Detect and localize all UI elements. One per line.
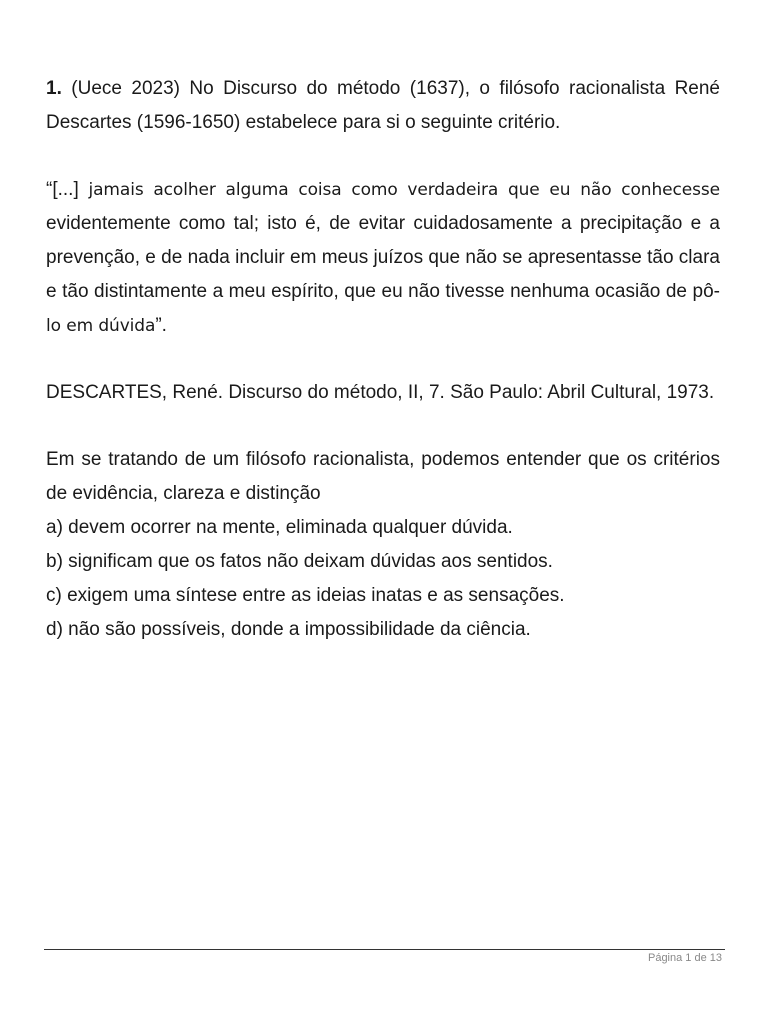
quote-bracket-close: ] [73,179,79,200]
option-d: d) não são possíveis, donde a impossibilidade da ciência. [46,619,531,640]
question-number-suffix: . [56,78,62,99]
quote-bold-start: jamais acolher alguma coisa como verdadeira que eu não conhecesse [78,180,720,200]
quote-bold-end: lo em dúvida [46,316,156,336]
quote-open-mark: “[ [46,179,58,200]
option-b: b) significam que os fatos não deixam dúvidas aos sentidos. [46,551,553,572]
footer-divider [44,949,725,950]
quote-paragraph [46,173,720,343]
answer-options [46,511,720,647]
question-header-text: (Uece 2023) No Discurso do método (1637), o filósofo racionalista René Descartes (1596-1650) estabelece para si o seguinte critério. [46,78,720,133]
quote-close-mark: ”. [155,315,167,336]
citation: DESCARTES, René. Discurso do método, II, 7. São Paulo: Abril Cultural, 1973. [46,382,715,403]
option-a: a) devem ocorrer na mente, eliminada qualquer dúvida. [46,517,513,538]
quote-ellipsis: ... [57,179,74,200]
question-number: 1 [46,78,57,99]
quote-body: evidentemente como tal; isto é, de evitar cuidadosamente a precipitação e a prevenção, e de nada incluir em meus juízos que não se apresentasse tão clara e tão distintamente a meu espírito, que eu não tivesse nenhuma ocasião de pô- [46,213,720,302]
option-c: c) exigem uma síntese entre as ideias inatas e as sensações. [46,585,565,606]
question-header [46,72,720,140]
page-number: Página 1 de 13 [647,952,722,964]
document-page [46,72,720,647]
question-prompt: Em se tratando de um filósofo racionalista, podemos entender que os critérios de evidência, clareza e distinção [46,449,720,504]
